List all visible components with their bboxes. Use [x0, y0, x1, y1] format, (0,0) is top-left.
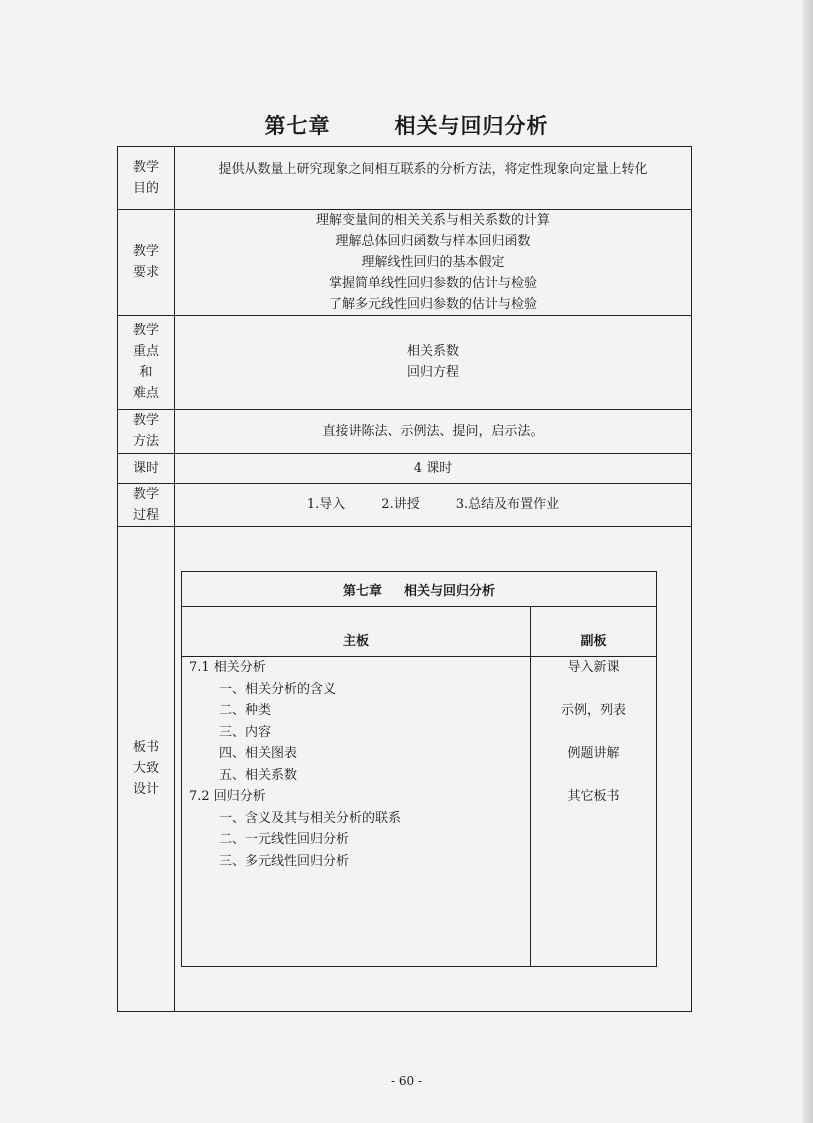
section-heading: 7.1 相关分析	[189, 660, 266, 675]
section-heading: 7.2 回归分析	[189, 789, 266, 804]
requirement-item: 了解多元线性回归参数的估计与检验	[328, 296, 537, 312]
list-item: 三、多元线性回归分析	[219, 853, 350, 869]
side-item: 示例，列表	[560, 703, 626, 718]
chapter-name: 相关与回归分析	[394, 113, 549, 138]
board-label: 板书 大致 设计	[132, 740, 159, 797]
list-item: 二、一元线性回归分析	[219, 832, 350, 847]
requirement-item: 掌握简单线性回归参数的估计与检验	[328, 275, 537, 291]
purpose-label: 教学 目的	[132, 160, 159, 196]
page-number: - 60 -	[390, 1074, 422, 1088]
hours-label: 课时	[132, 460, 159, 476]
purpose-content: 提供从数量上研究现象之间相互联系的分析方法，将定性现象向定量上转化	[218, 161, 648, 177]
row-divider	[118, 526, 691, 527]
process-step: 2.讲授	[381, 497, 420, 512]
board-divider	[182, 606, 656, 607]
scan-edge	[803, 0, 813, 1123]
hours-content: 4 课时	[413, 460, 453, 476]
key-points-label: 教学 重点 和 难点	[132, 323, 159, 401]
requirement-item: 理解线性回归的基本假定	[361, 254, 505, 270]
list-item: 一、相关分析的含义	[219, 681, 337, 697]
board-title: 第七章 相关与回归分析	[342, 583, 496, 599]
page-title	[0, 110, 813, 140]
side-board-list	[531, 657, 656, 829]
board-design-table	[181, 571, 657, 967]
requirement-item: 理解变量间的相关关系与相关系数的计算	[315, 212, 550, 228]
process-label: 教学 过程	[132, 486, 159, 523]
side-item: 导入新课	[567, 660, 620, 675]
lesson-plan-table	[117, 146, 692, 1012]
process-step: 3.总结及布置作业	[455, 497, 560, 512]
requirement-item: 理解总体回归函数与样本回归函数	[335, 233, 531, 249]
list-item: 二、种类	[219, 703, 272, 718]
requirements-label: 教学 要求	[132, 244, 159, 280]
key-point-item: 相关系数	[406, 344, 459, 359]
side-board-header: 副板	[580, 634, 607, 649]
chapter-number: 第七章	[264, 113, 331, 138]
key-points-content	[175, 315, 691, 409]
process-step: 1.导入	[306, 497, 346, 512]
process-content	[175, 483, 691, 526]
side-item: 例题讲解	[567, 746, 620, 761]
main-board-header: 主板	[342, 634, 369, 649]
list-item: 三、内容	[219, 724, 272, 740]
list-item: 四、相关图表	[219, 746, 298, 761]
requirements-content	[175, 209, 691, 315]
side-item: 其它板书	[567, 789, 620, 804]
main-board-list	[189, 657, 401, 872]
method-content: 直接讲陈法、示例法、提问，启示法。	[322, 423, 544, 439]
list-item: 五、相关系数	[219, 767, 298, 783]
method-label: 教学 方法	[132, 413, 159, 449]
key-point-item: 回归方程	[406, 365, 459, 380]
list-item: 一、含义及其与相关分析的联系	[219, 810, 402, 826]
